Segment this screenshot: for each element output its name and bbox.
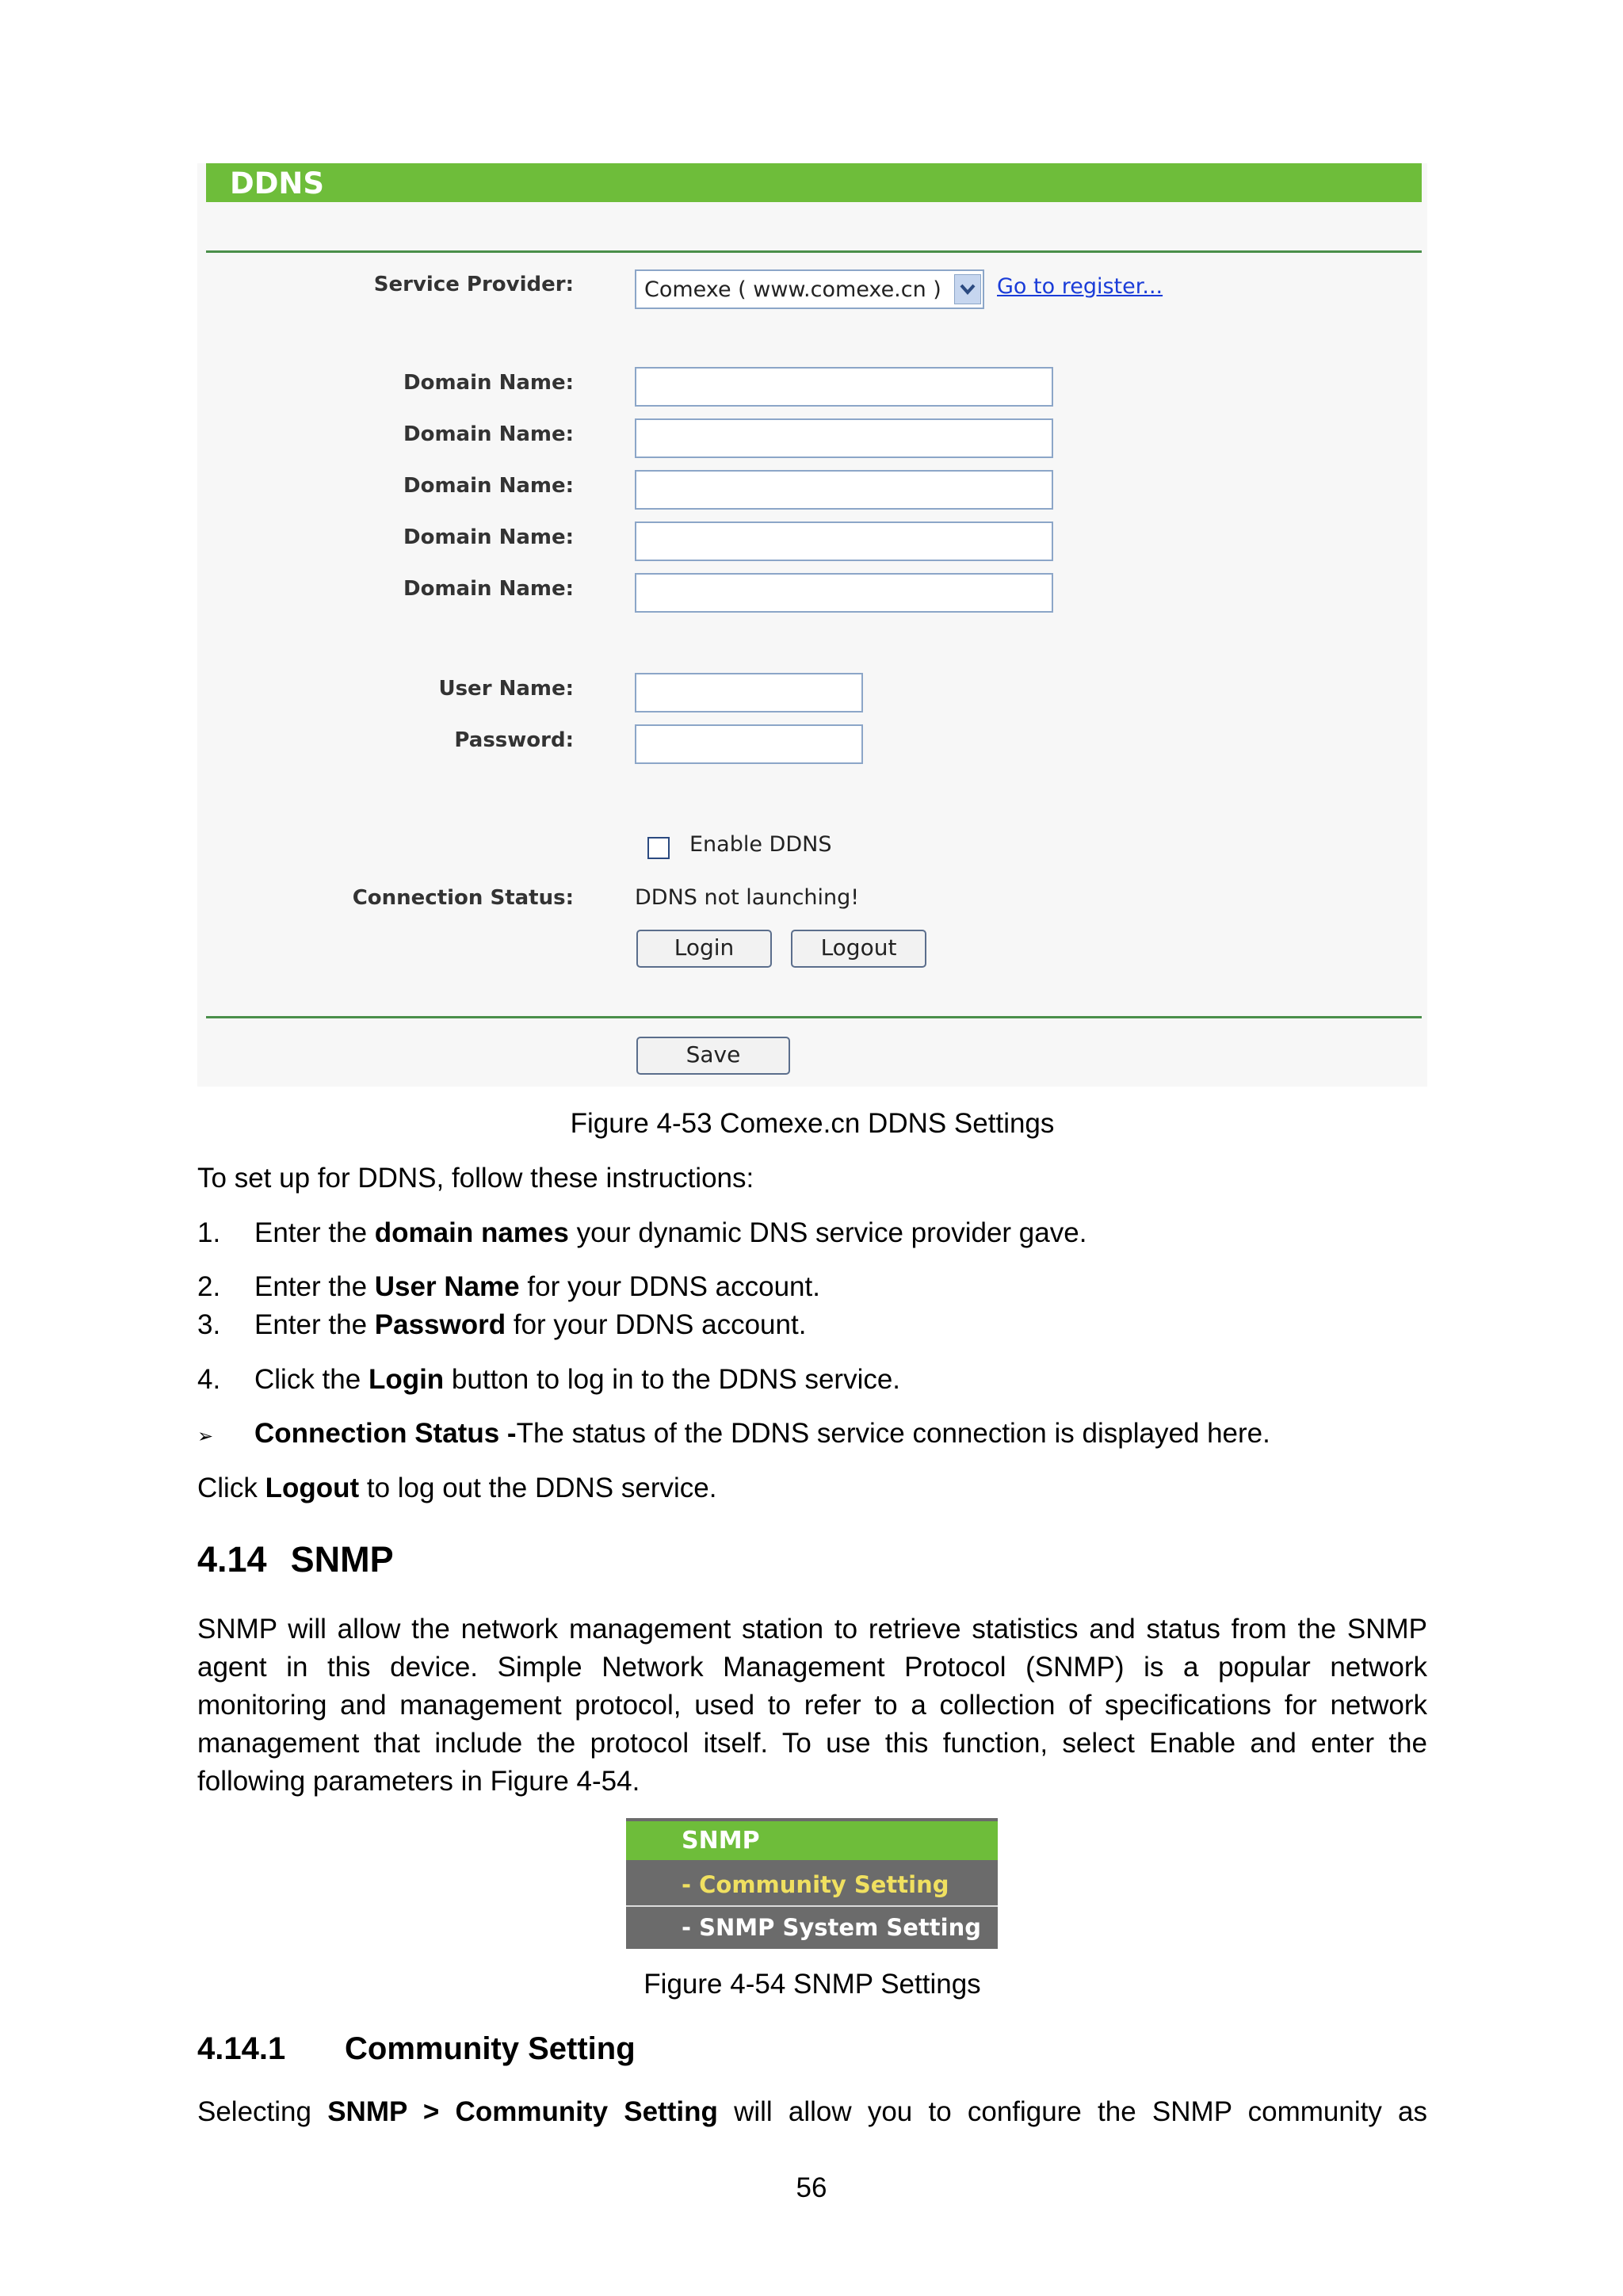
chevron-down-icon[interactable]: [954, 274, 981, 304]
logout-button[interactable]: Logout: [791, 930, 926, 968]
domain-name-label: Domain Name:: [403, 371, 574, 395]
snmp-paragraph-line: agent in this device. Simple Network Management Protocol (SNMP) is a popular network: [197, 1652, 1427, 1683]
ddns-header: [206, 163, 1422, 202]
intro-text: To set up for DDNS, follow these instructions:: [197, 1163, 754, 1194]
register-link[interactable]: Go to register...: [997, 274, 1163, 299]
section-heading: 4.14 SNMP: [197, 1539, 394, 1580]
login-button[interactable]: Login: [636, 930, 772, 968]
domain-name-field[interactable]: [635, 418, 1053, 458]
snmp-menu-title[interactable]: SNMP: [626, 1821, 998, 1860]
snmp-paragraph-line: monitoring and management protocol, used to refer to a collection of specifications for network: [197, 1690, 1427, 1721]
domain-name-label: Domain Name:: [403, 577, 574, 601]
connection-status-value: DDNS not launching!: [635, 885, 860, 910]
domain-name-field[interactable]: [635, 573, 1053, 613]
user-name-field[interactable]: [635, 673, 863, 712]
service-provider-label: Service Provider:: [373, 273, 574, 296]
domain-name-label: Domain Name:: [403, 474, 574, 498]
menu-item-snmp-system-setting[interactable]: - SNMP System Setting: [626, 1905, 998, 1946]
list-item: 1. Enter the domain names your dynamic DNS service provider gave.: [197, 1217, 1087, 1248]
snmp-paragraph-line: SNMP will allow the network management station to retrieve statistics and status from the SNMP: [197, 1614, 1427, 1645]
divider: [206, 250, 1422, 253]
figure-caption: Figure 4-53 Comexe.cn DDNS Settings: [570, 1108, 1055, 1139]
arrow-bullet-icon: ➢: [197, 1425, 214, 1447]
logout-instruction: Click Logout to log out the DDNS service.: [197, 1473, 717, 1503]
list-item: 2. Enter the User Name for your DDNS account.: [197, 1271, 820, 1302]
snmp-paragraph-line: following parameters in Figure 4-54.: [197, 1766, 640, 1797]
list-item: 3. Enter the Password for your DDNS account.: [197, 1309, 807, 1340]
domain-name-field[interactable]: [635, 367, 1053, 407]
password-label: Password:: [454, 728, 574, 752]
enable-ddns-checkbox[interactable]: [647, 837, 670, 859]
domain-name-field[interactable]: [635, 470, 1053, 510]
user-name-label: User Name:: [438, 677, 574, 701]
domain-name-field[interactable]: [635, 521, 1053, 561]
menu-item-community-setting[interactable]: - Community Setting: [626, 1864, 998, 1903]
snmp-paragraph-line: management that include the protocol itself. To use this function, select Enable and enter the: [197, 1728, 1427, 1759]
enable-ddns-label: Enable DDNS: [689, 832, 832, 857]
snmp-menu: [626, 1818, 998, 1949]
body-text-line: Selecting SNMP > Community Setting will allow you to configure the SNMP community as: [197, 2096, 1427, 2127]
ddns-header-title: DDNS: [230, 166, 325, 201]
bullet-item: ➢ Connection Status -The status of the DDNS service connection is displayed here.: [197, 1418, 1270, 1452]
save-button[interactable]: Save: [636, 1037, 790, 1075]
domain-name-label: Domain Name:: [403, 422, 574, 446]
subsection-heading: 4.14.1 Community Setting: [197, 2031, 636, 2066]
domain-name-label: Domain Name:: [403, 525, 574, 549]
password-field[interactable]: [635, 724, 863, 764]
list-item: 4. Click the Login button to log in to the DDNS service.: [197, 1364, 901, 1395]
service-provider-value: Comexe ( www.comexe.cn ): [644, 277, 941, 302]
service-provider-select[interactable]: [635, 269, 984, 309]
figure-caption: Figure 4-54 SNMP Settings: [643, 1969, 981, 2000]
connection-status-label: Connection Status:: [352, 886, 574, 910]
page-number: 56: [796, 2172, 827, 2203]
divider: [206, 1016, 1422, 1018]
